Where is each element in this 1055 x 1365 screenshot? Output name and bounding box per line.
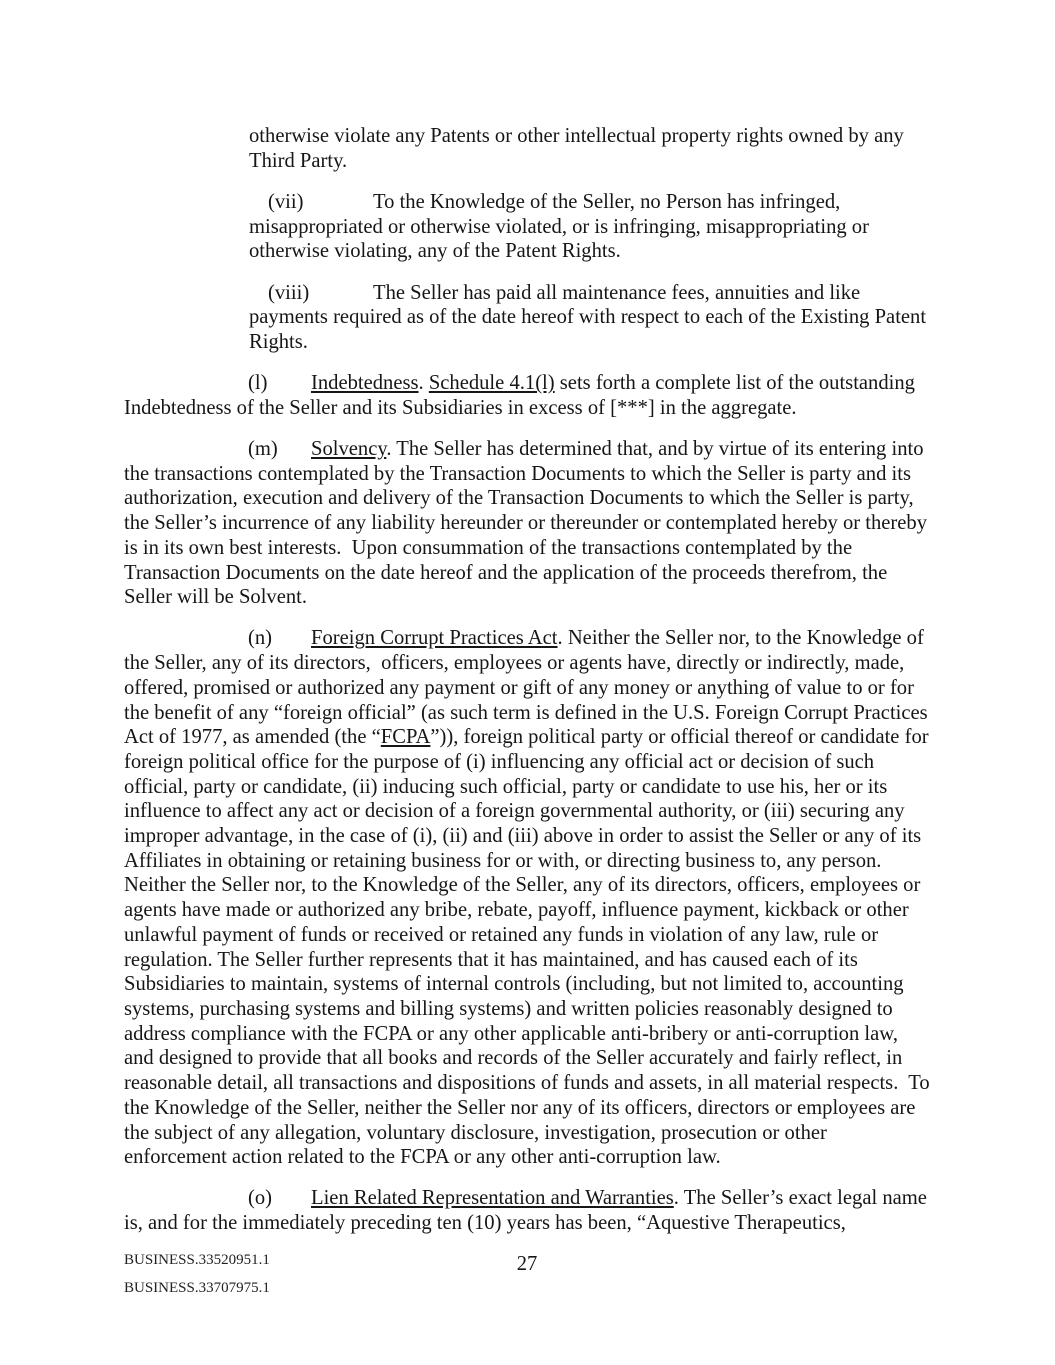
document-footer [124, 1246, 270, 1302]
paragraph-continuation-text: otherwise violate any Patents or other intellectual property rights owned by any Third Party. [249, 125, 909, 172]
item-n-heading: Foreign Corrupt Practices Act [311, 627, 558, 650]
item-vii-text: To the Knowledge of the Seller, no Person has infringed, misappropriated or otherwise violated, or is infringing, misappropriating or otherwise violating, any of the Patent Rights. [249, 190, 875, 263]
item-viii-marker: (viii) [268, 281, 310, 304]
footer-doc-id-2: BUSINESS.33707975.1 [124, 1280, 270, 1296]
item-m-marker: (m) [248, 438, 278, 461]
paragraph-item-m [124, 437, 933, 610]
item-o-marker: (o) [248, 1187, 273, 1210]
footer-doc-id-1: BUSINESS.33520951.1 [124, 1252, 270, 1268]
item-m-text: . The Seller has determined that, and by virtue of its entering into the transactions contemplated by the Transaction Documents to which the Seller is party and its authorization, execution and delivery of the Transaction Documents to which the Seller is party, the Seller’s incurrence of any liability hereunder or thereunder or contemplated hereby or thereby is in its own best interests. Upon consummation of the transactions contemplated by the Transaction Documents on the date hereof and the application of the proceeds therefrom, the Seller will be Solvent. [124, 438, 933, 609]
page-number: 27 [516, 1253, 538, 1276]
item-o-text: . The Seller’s exact legal name is, and for the immediately preceding ten (10) years has been, “Aquestive Therapeutics, [124, 1187, 933, 1235]
paragraph-item-viii [249, 281, 930, 355]
item-n-text-1: . Neither the Seller nor, to the Knowledge of the Seller, any of its directors, officers, employees or agents have, directly or indirectly, made, offered, promised or authorized any payment or gift of any money or anything of value to or for the benefit of any “foreign official” (as such term is defined in the U.S. Foreign Corrupt Practices Act of 1977, as amended (the “ [124, 627, 932, 749]
paragraph-item-n [124, 626, 935, 1169]
item-o-heading: Lien Related Representation and Warranties [311, 1187, 674, 1210]
item-l-separator: . [418, 372, 429, 395]
paragraph-item-o [124, 1186, 933, 1235]
paragraph-item-vii [249, 190, 930, 264]
item-l-heading: Indebtedness [311, 372, 419, 395]
item-n-fcpa-term: FCPA [380, 726, 431, 749]
item-n-marker: (n) [248, 627, 273, 650]
item-n-text-2: ”)), foreign political party or official thereof or candidate for foreign political office for the purpose of (i) influencing any official act or decision of such official, party or candidate, (ii) inducing such official, party or candidate to use his, her or its influence to affect any act or decision of a foreign governmental authority, or (iii) securing any improper advantage, in the case of (i), (ii) and (iii) above in order to assist the Seller or any of its Affiliates in obtaining or retaining business for or with, or directing business to, any person. Neither the Seller nor, to the Knowledge of the Seller, any of its directors, officers, employees or agents have made or authorized any bribe, rebate, payoff, influence payment, kickback or other unlawful payment of funds or received or retained any funds in violation of any law, rule or regulation. The Seller further represents that it has maintained, and has caused each of its Subsidiaries to maintain, systems of internal controls (including, but not limited to, accounting systems, purchasing systems and billing systems) and written policies reasonably designed to address compliance with the FCPA or any other applicable anti-bribery or anti-corruption law, and designed to provide that all books and records of the Seller accurately and fairly reflect, in reasonable detail, all transactions and dispositions of funds and assets, in all material respects. To the Knowledge of the Seller, neither the Seller nor any of its officers, directors or employees are the subject of any allegation, voluntary disclosure, investigation, prosecution or other enforcement action related to the FCPA or any other anti-corruption law. [124, 726, 935, 1169]
item-l-text: sets forth a complete list of the outstanding Indebtedness of the Seller and its Subsidiaries in excess of [***] in the aggregate. [124, 372, 921, 419]
item-viii-text: The Seller has paid all maintenance fees, annuities and like payments required as of the date hereof with respect to each of the Existing Patent Rights. [249, 281, 932, 353]
item-l-marker: (l) [248, 372, 268, 395]
item-l-schedule-ref: Schedule 4.1(l) [428, 372, 555, 395]
paragraph-item-l [124, 371, 930, 420]
page-content [124, 124, 935, 1277]
item-vii-marker: (vii) [268, 190, 304, 213]
paragraph-continuation [249, 124, 930, 173]
item-m-heading: Solvency [311, 438, 387, 461]
